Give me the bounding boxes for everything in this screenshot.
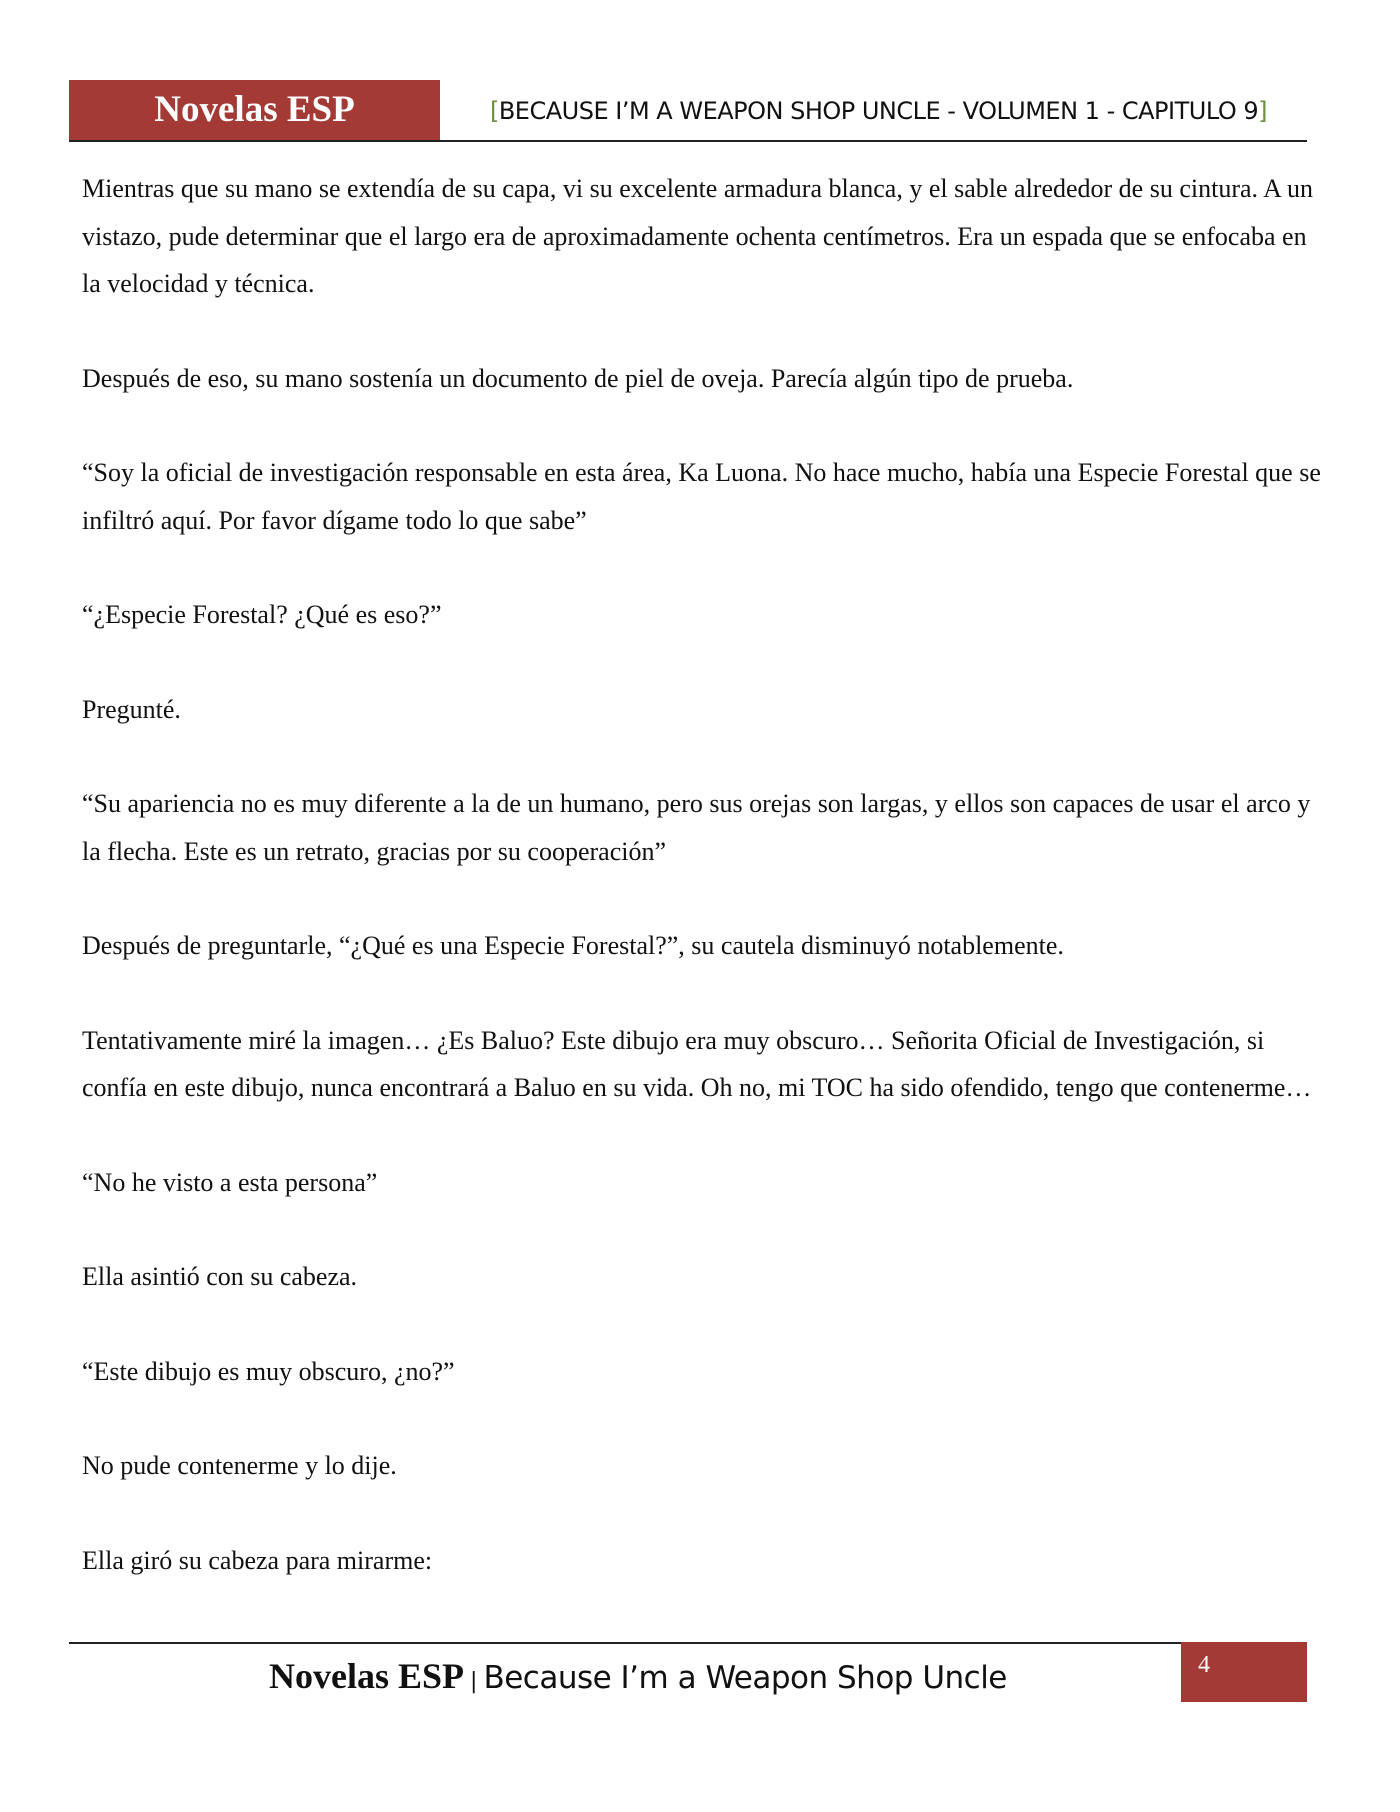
footer-brand: Novelas ESP	[269, 1656, 465, 1696]
header-chapter-title	[490, 97, 1267, 125]
footer-divider	[69, 1642, 1181, 1644]
header-bracket-close: ]	[1258, 97, 1267, 125]
paragraph: “Su apariencia no es muy diferente a la de un humano, pero sus orejas son largas, y ellos son capaces de usar el arco y la flecha. Este es un retrato, gracias por su cooperación”	[82, 789, 1311, 866]
paragraph: Pregunté.	[82, 694, 181, 724]
header-bracket-open: [	[489, 97, 499, 125]
page-header	[69, 80, 1307, 142]
page-number-box	[1181, 1642, 1307, 1702]
paragraph: Después de eso, su mano sostenía un documento de piel de oveja. Parecía algún tipo de prueba.	[82, 363, 1074, 393]
paragraph: “¿Especie Forestal? ¿Qué es eso?”	[82, 600, 442, 629]
paragraph: Tentativamente miré la imagen… ¿Es Baluo? Este dibujo era muy obscuro… Señorita Oficial de Investigación, si confía en este dibujo, nunca encontrará a Baluo en su vida. Oh no, mi TOC ha sido ofendido, tengo que contenerme…	[82, 1025, 1312, 1102]
footer-book-title: Because I’m a Weapon Shop Uncle	[483, 1660, 1007, 1696]
paragraph: No pude contenerme y lo dije.	[82, 1451, 397, 1480]
header-title-text: BECAUSE I’M A WEAPON SHOP UNCLE - VOLUMEN 1 - CAPITULO 9	[498, 97, 1259, 125]
paragraph: Después de preguntarle, “¿Qué es una Especie Forestal?”, su cautela disminuyó notablemente.	[82, 931, 1064, 960]
body-text	[82, 165, 1322, 1631]
header-brand: Novelas ESP	[69, 80, 440, 140]
paragraph: “No he visto a esta persona”	[82, 1167, 378, 1197]
paragraph: “Soy la oficial de investigación responsable en esta área, Ka Luona. No hace mucho, había una Especie Forestal que se infiltró aquí. Por favor dígame todo lo que sabe”	[82, 458, 1321, 535]
page-number: 4	[1198, 1652, 1210, 1678]
paragraph: Mientras que su mano se extendía de su capa, vi su excelente armadura blanca, y el sable alrededor de su cintura. A un vistazo, pude determinar que el largo era de aproximadamente ochenta centímetros. Era un espada que se enfocaba en la velocidad y técnica.	[82, 174, 1313, 298]
page-footer	[269, 1655, 1007, 1697]
paragraph: “Este dibujo es muy obscuro, ¿no?”	[82, 1356, 455, 1386]
footer-separator: |	[470, 1669, 478, 1694]
paragraph: Ella asintió con su cabeza.	[82, 1262, 358, 1291]
paragraph: Ella giró su cabeza para mirarme:	[82, 1545, 433, 1575]
